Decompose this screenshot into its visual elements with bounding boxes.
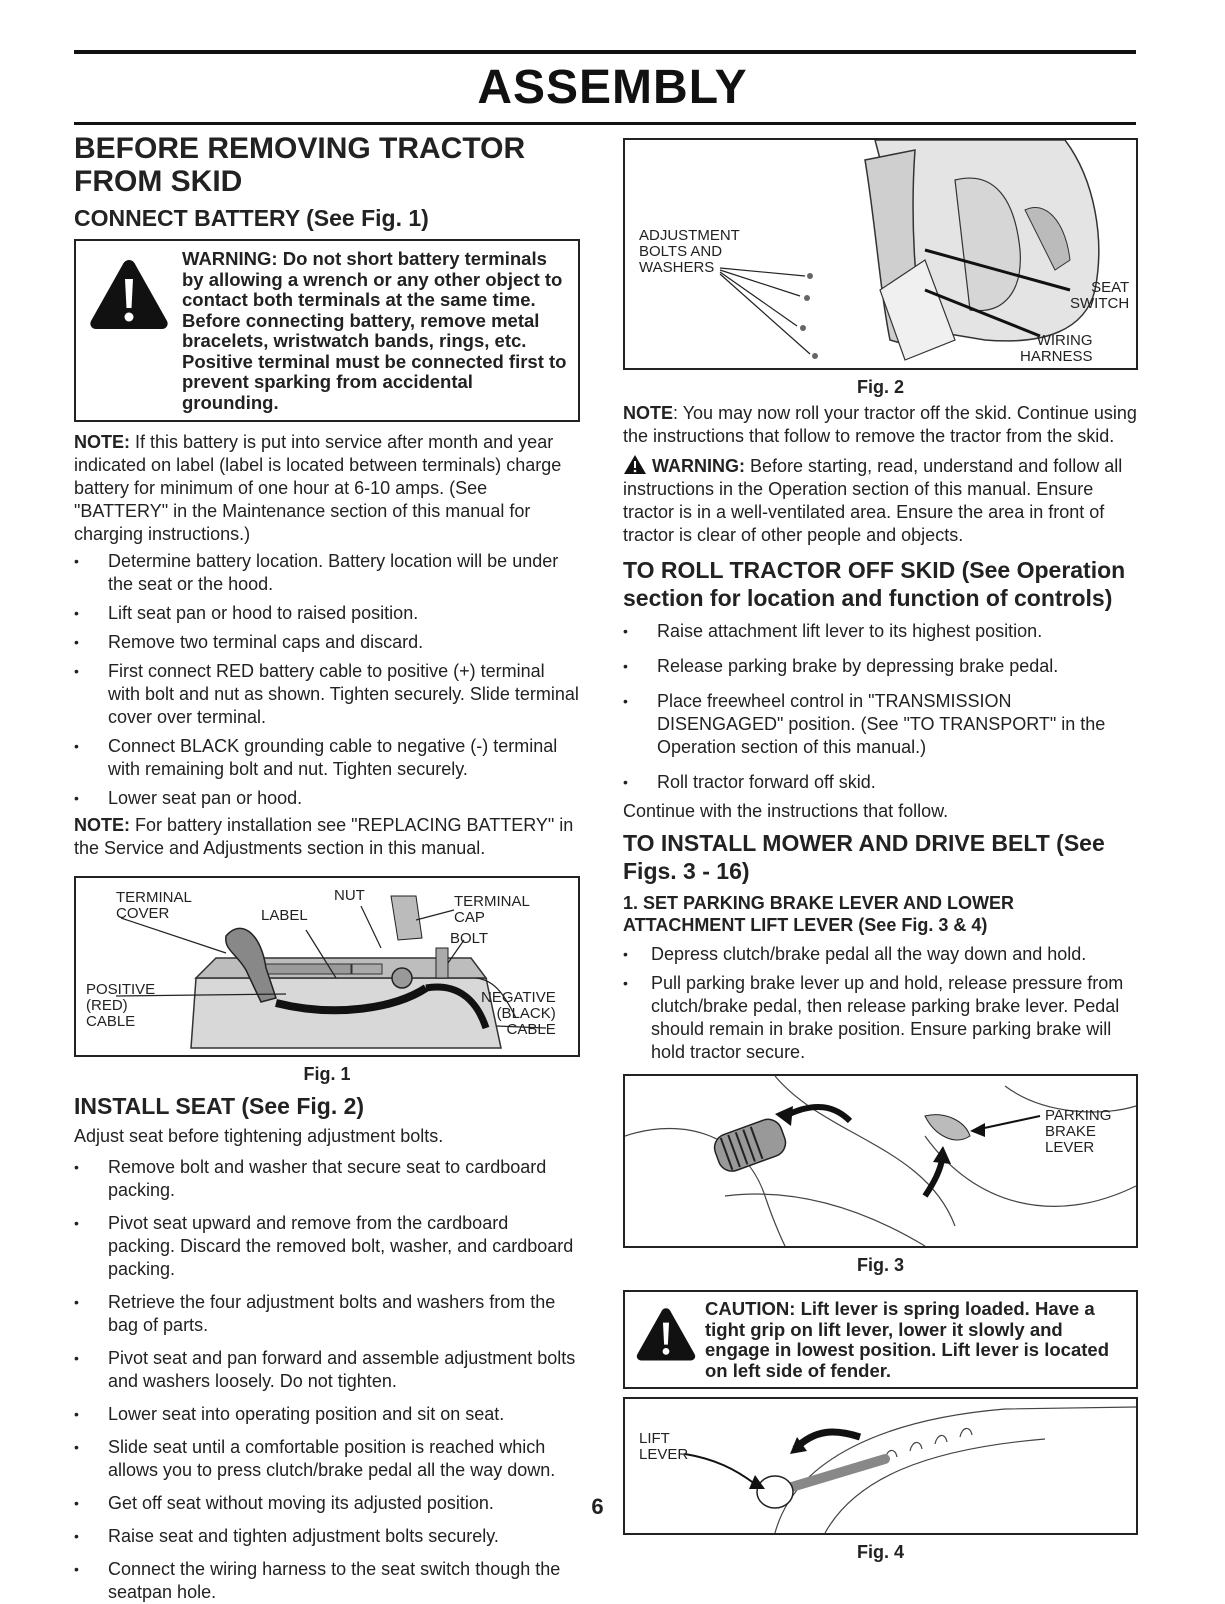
figure-1-battery: [74, 876, 580, 1057]
warning-label: WARNING:: [652, 456, 746, 476]
figure-2-seat: [623, 138, 1138, 370]
parking-brake-lever-label: PARKING BRAKE LEVER: [1045, 1107, 1112, 1156]
continue-text: Continue with the instructions that follow.: [623, 801, 949, 821]
list-item: • Pivot seat upward and remove from the cardboard packing. Discard the removed bolt, washer, and cardboard packing.: [74, 1212, 580, 1281]
lift-lever-caution-box: [623, 1290, 1138, 1389]
warning-text: Before starting, read, understand and follow all instructions in the Operation section of this manual. Ensure tractor is in a well-ventilated area. Ensure the area in front of tractor is clear of other people and objects.: [623, 456, 1123, 545]
note-text: For battery installation see "REPLACING BATTERY" in the Service and Adjustments section in this manual.: [74, 815, 574, 858]
list-item: • Release parking brake by depressing brake pedal.: [623, 655, 1138, 678]
figure-3-parking-brake: [623, 1074, 1138, 1248]
install-seat-intro: Adjust seat before tightening adjustment bolts.: [74, 1126, 444, 1146]
title-rule: [74, 122, 1136, 125]
warning-triangle-icon: [623, 454, 647, 475]
note-label: NOTE: [623, 403, 674, 423]
list-item: • Raise seat and tighten adjustment bolts securely.: [74, 1525, 580, 1548]
connect-battery-heading: CONNECT BATTERY (See Fig. 1): [74, 205, 429, 231]
list-item: • Lower seat into operating position and sit on seat.: [74, 1403, 580, 1426]
note-text: : You may now roll your tractor off the skid. Continue using the instructions that follow to remove the tractor from the skid.: [623, 403, 1137, 446]
list-item: • Lift seat pan or hood to raised position.: [74, 602, 580, 625]
list-item: • Retrieve the four adjustment bolts and washers from the bag of parts.: [74, 1291, 580, 1337]
list-item: • Remove bolt and washer that secure seat to cardboard packing.: [74, 1156, 580, 1202]
parking-brake-illustration: [625, 1076, 1136, 1246]
list-item: • Place freewheel control in "TRANSMISSION DISENGAGED" position. (See "TO TRANSPORT" in the Operation section of this manual.): [623, 690, 1138, 759]
wiring-harness-label: WIRING HARNESS: [1020, 332, 1093, 365]
left-column: [74, 132, 580, 1604]
page-title: ASSEMBLY: [477, 61, 748, 114]
nut-label: NUT: [334, 887, 365, 904]
figure-3-caption: Fig. 3: [856, 1255, 904, 1275]
list-item: • Lower seat pan or hood.: [74, 787, 580, 810]
battery-warning-box: [74, 239, 580, 422]
top-rule: [74, 50, 1136, 54]
list-item: • Slide seat until a comfortable position is reached which allows you to press clutch/brake pedal all the way down.: [74, 1436, 580, 1482]
right-column: [623, 132, 1138, 1563]
roll-steps-list: [623, 620, 1138, 794]
label-label: LABEL: [261, 907, 308, 924]
battery-warning-text: WARNING: Do not short battery terminals by allowing a wrench or any other object to contact both terminals at the same time. Before connecting battery, remove metal bracelets, wristwatch bands, rings, etc. Positive terminal must be connected first to prevent sparking from accidental grounding.: [182, 248, 567, 413]
list-item: • Raise attachment lift lever to its highest position.: [623, 620, 1138, 643]
replacing-battery-note: [74, 814, 580, 860]
list-item: • Determine battery location. Battery location will be under the seat or the hood.: [74, 550, 580, 596]
warning-triangle-icon: [635, 1305, 697, 1363]
note-label: NOTE:: [74, 432, 130, 452]
terminal-cover-label: TERMINAL COVER: [116, 889, 192, 922]
seat-switch-label: SEAT SWITCH: [1070, 279, 1130, 312]
caution-text: CAUTION: Lift lever is spring loaded. Have a tight grip on lift lever, lower it slowly and engage in lowest position. Lift lever is located on left side of fender.: [705, 1298, 1109, 1381]
list-item: • Pivot seat and pan forward and assemble adjustment bolts and washers loosely. Do not tighten.: [74, 1347, 580, 1393]
warning-triangle-icon: [88, 257, 170, 331]
bolt-label: BOLT: [450, 930, 489, 947]
note-text: If this battery is put into service after month and year indicated on label (label is located between terminals) charge battery for minimum of one hour at 6-10 amps. (See "BATTERY" in the Maintenance section of this manual for charging instructions.): [74, 432, 562, 544]
terminal-cap-label: TERMINAL CAP: [454, 893, 530, 926]
list-item: • Remove two terminal caps and discard.: [74, 631, 580, 654]
brake-steps-list: [623, 943, 1138, 1064]
battery-note: [74, 431, 580, 546]
list-item: • First connect RED battery cable to positive (+) terminal with bolt and nut as shown. Tighten securely. Slide terminal cover over terminal.: [74, 660, 580, 729]
install-mower-heading: TO INSTALL MOWER AND DRIVE BELT (See Figs. 3 - 16): [623, 830, 1105, 884]
list-item: • Connect the wiring harness to the seat switch though the seatpan hole.: [74, 1558, 580, 1604]
page-number: 6: [591, 1494, 604, 1519]
lift-lever-label: LIFT LEVER: [639, 1430, 689, 1463]
skid-note: [623, 402, 1138, 448]
list-item: • Pull parking brake lever up and hold, release pressure from clutch/brake pedal, then release parking brake lever. Pedal should remain in brake position. Ensure parking brake will hold tractor secure.: [623, 972, 1138, 1064]
battery-steps-list: [74, 550, 580, 810]
negative-cable-label: NEGATIVE (BLACK) CABLE: [481, 989, 556, 1038]
section-title: BEFORE REMOVING TRACTOR FROM SKID: [74, 132, 526, 198]
operation-warning: [623, 454, 1138, 547]
figure-2-caption: Fig. 2: [856, 377, 904, 397]
list-item: • Get off seat without moving its adjusted position.: [74, 1492, 580, 1515]
positive-cable-label: POSITIVE (RED) CABLE: [86, 981, 156, 1030]
figure-1-caption: Fig. 1: [303, 1064, 351, 1084]
roll-tractor-heading: TO ROLL TRACTOR OFF SKID (See Operation section for location and function of controls): [623, 557, 1126, 611]
install-seat-heading: INSTALL SEAT (See Fig. 2): [74, 1093, 365, 1119]
list-item: • Depress clutch/brake pedal all the way down and hold.: [623, 943, 1138, 966]
seat-steps-list: [74, 1156, 580, 1604]
adjustment-bolts-label: ADJUSTMENT BOLTS AND WASHERS: [639, 227, 740, 276]
list-item: • Connect BLACK grounding cable to negative (-) terminal with remaining bolt and nut. Tighten securely.: [74, 735, 580, 781]
note-label: NOTE:: [74, 815, 130, 835]
step-1-heading: 1. SET PARKING BRAKE LEVER AND LOWER ATTACHMENT LIFT LEVER (See Fig. 3 & 4): [623, 893, 1015, 935]
figure-4-caption: Fig. 4: [856, 1542, 904, 1562]
list-item: • Roll tractor forward off skid.: [623, 771, 1138, 794]
